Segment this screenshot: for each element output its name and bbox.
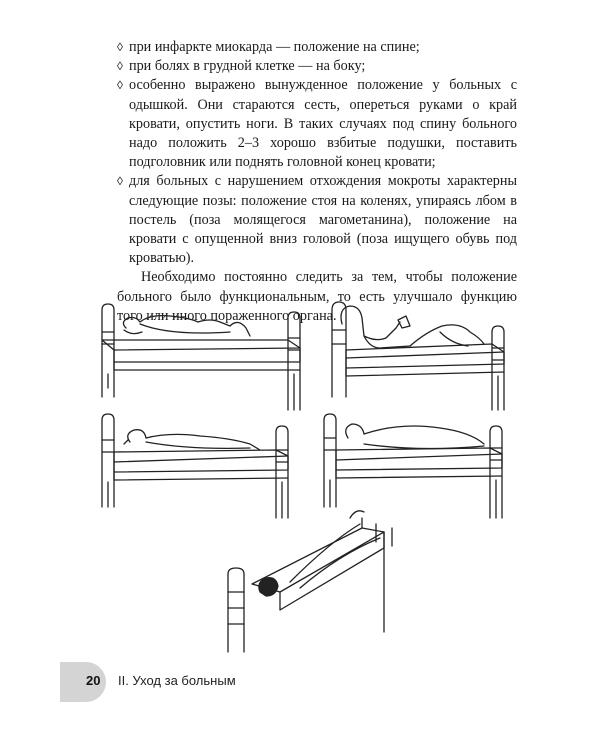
- bullet-marker: ◊: [117, 40, 123, 54]
- bullet-marker: ◊: [117, 59, 123, 74]
- illustrations: [80, 292, 520, 662]
- list-item: [117, 76, 517, 172]
- bed-illustration-head-down: [228, 511, 392, 652]
- list-item: [117, 38, 517, 57]
- bed-illustration-supine: [102, 304, 300, 410]
- page-number: 20: [86, 673, 101, 688]
- list-item: [117, 57, 517, 76]
- list-item-text: при болях в грудной клетке — на боку;: [129, 58, 366, 75]
- bullet-marker: ◊: [117, 78, 123, 93]
- bed-illustration-covered: [324, 414, 502, 518]
- list-item-text: для больных с нарушением отхождения мокроты характерны следующие позы: положение стоя на коленях, упираясь лбом в постель (поза молящегося магометанина), положение на кровати с опущенной вниз головой (поза ищущего обувь под кроватью).: [129, 173, 517, 267]
- list-item-text: при инфаркте миокарда — положение на спине;: [129, 39, 420, 55]
- bed-illustration-semi-sitting: [332, 302, 504, 410]
- chapter-title: II. Уход за больным: [118, 673, 236, 688]
- body-paragraph: Необходимо постоянно следить за тем, чтобы положение больного было функциональным, то есть улучшало функцию того или иного пораженного органа.: [117, 269, 517, 324]
- list-item: [117, 172, 517, 268]
- bed-illustration-lateral: [102, 414, 288, 518]
- bullet-marker: ◊: [117, 174, 123, 189]
- list-item-text: особенно выражено вынужденное положение у больных с одышкой. Они стараются сесть, опереться руками о край кровати, опустить ноги. В таких случаях под спину больного надо положить 2–3 хорошо взбитые подушки, поставить подголовник или поднять головной конец кровати;: [129, 77, 517, 171]
- page-footer: [0, 662, 600, 702]
